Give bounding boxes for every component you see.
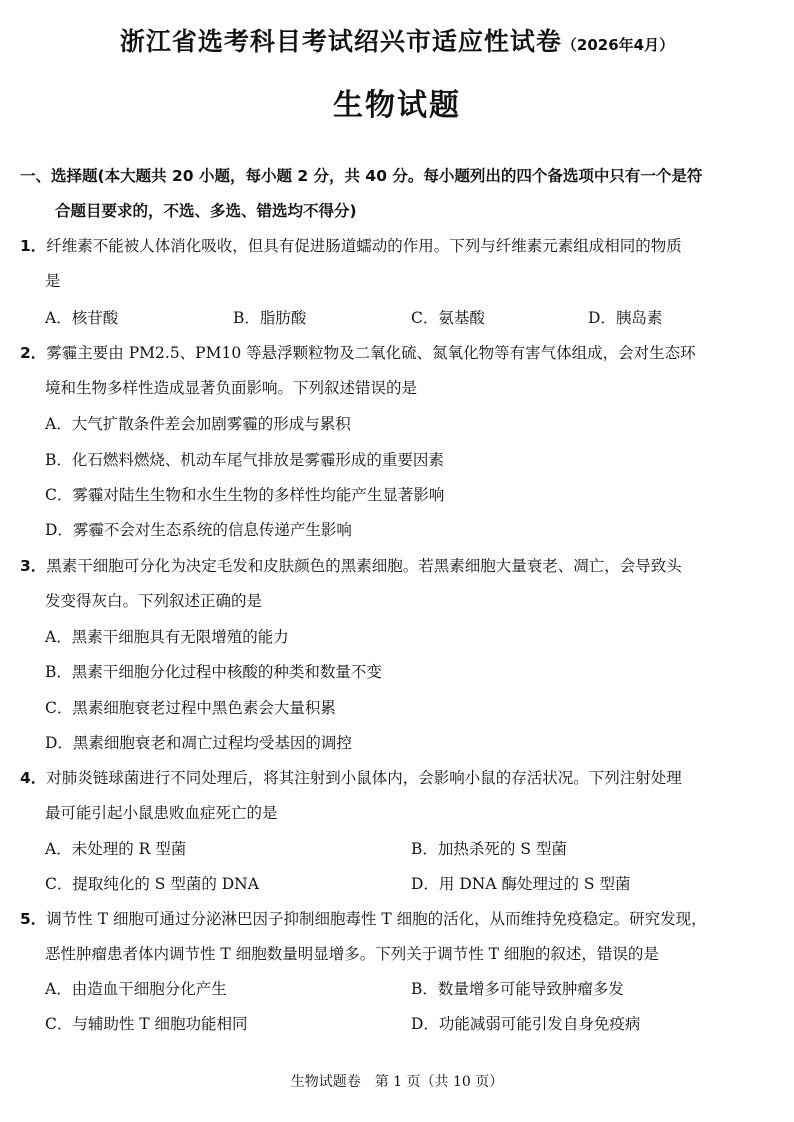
question-2-option-d[interactable]: D．雾霾不会对生态系统的信息传递产生影响 (45, 521, 352, 539)
question-3-stem-line1 (20, 556, 682, 576)
question-1-text: 纤维素不能被人体消化吸收，但具有促进肠道蠕动的作用。下列与纤维素元素组成相同的物质 (46, 237, 682, 255)
question-2-option-c[interactable]: C．雾霾对陆生生物和水生生物的多样性均能产生显著影响 (45, 486, 445, 504)
question-5-number: 5． (20, 910, 47, 928)
question-1-number: 1． (20, 237, 47, 255)
question-1-option-b[interactable]: B．脂肪酸 (233, 309, 307, 327)
question-2-stem-line2: 境和生物多样性造成显著负面影响。下列叙述错误的是 (45, 379, 418, 397)
section-heading-line2: 合题目要求的，不选、多选、错选均不得分) (55, 202, 357, 220)
exam-title-text: 浙江省选考科目考试绍兴市适应性试卷 (119, 27, 562, 56)
question-5-option-c[interactable]: C．与辅助性 T 细胞功能相同 (45, 1015, 248, 1033)
question-1-option-a[interactable]: A．核苷酸 (45, 309, 119, 327)
question-4-stem-line1 (20, 768, 682, 788)
question-5-text: 调节性 T 细胞可通过分泌淋巴因子抑制细胞毒性 T 细胞的活化，从而维持免疫稳定。研究发现， (46, 910, 707, 928)
question-3-option-c[interactable]: C．黑素细胞衰老过程中黑色素会大量积累 (45, 699, 336, 717)
question-1-stem-line2: 是 (45, 272, 61, 290)
question-4-option-a[interactable]: A．未处理的 R 型菌 (45, 840, 187, 858)
question-2-stem-line1 (20, 343, 696, 363)
question-4-option-c[interactable]: C．提取纯化的 S 型菌的 DNA (45, 875, 259, 893)
question-4-number: 4． (20, 769, 47, 787)
question-3-option-d[interactable]: D．黑素细胞衰老和凋亡过程均受基因的调控 (45, 734, 352, 752)
page-footer: 生物试题卷 第 1 页（共 10 页） (290, 1074, 504, 1090)
question-2-option-b[interactable]: B．化石燃料燃烧、机动车尾气排放是雾霾形成的重要因素 (45, 451, 444, 469)
question-3-option-b[interactable]: B．黑素干细胞分化过程中核酸的种类和数量不变 (45, 663, 382, 681)
question-5-option-b[interactable]: B．数量增多可能导致肿瘤多发 (411, 980, 624, 998)
question-2-text: 雾霾主要由 PM2.5、PM10 等悬浮颗粒物及二氧化硫、氮氧化物等有害气体组成，会对生态环 (46, 344, 696, 362)
exam-date: （2026年4月） (561, 36, 675, 54)
question-5-stem-line2: 恶性肿瘤患者体内调节性 T 细胞数量明显增多。下列关于调节性 T 细胞的叙述，错误的是 (45, 945, 659, 963)
question-2-number: 2． (20, 344, 47, 362)
question-1-option-d[interactable]: D．胰岛素 (588, 309, 663, 327)
section-heading-line1: 一、选择题(本大题共 20 小题，每小题 2 分，共 40 分。每小题列出的四个备选项中只有一个是符 (20, 167, 703, 185)
subject-title: 生物试题 (333, 88, 461, 123)
question-3-text: 黑素干细胞可分化为决定毛发和皮肤颜色的黑素细胞。若黑素细胞大量衰老、凋亡，会导致头 (46, 557, 682, 575)
question-4-option-b[interactable]: B．加热杀死的 S 型菌 (411, 840, 567, 858)
question-4-option-d[interactable]: D．用 DNA 酶处理过的 S 型菌 (411, 875, 631, 893)
question-5-option-d[interactable]: D．功能减弱可能引发自身免疫病 (411, 1015, 641, 1033)
question-3-stem-line2: 发变得灰白。下列叙述正确的是 (45, 592, 263, 610)
question-4-text: 对肺炎链球菌进行不同处理后，将其注射到小鼠体内，会影响小鼠的存活状况。下列注射处理 (46, 769, 682, 787)
question-3-option-a[interactable]: A．黑素干细胞具有无限增殖的能力 (45, 628, 289, 646)
question-4-stem-line2: 最可能引起小鼠患败血症死亡的是 (45, 804, 278, 822)
question-1-option-c[interactable]: C．氨基酸 (411, 309, 485, 327)
question-1-stem-line1 (20, 236, 682, 256)
question-3-number: 3． (20, 557, 47, 575)
question-2-option-a[interactable]: A．大气扩散条件差会加剧雾霾的形成与累积 (45, 415, 351, 433)
exam-title (0, 22, 794, 58)
question-5-option-a[interactable]: A．由造血干细胞分化产生 (45, 980, 227, 998)
question-5-stem-line1 (20, 909, 707, 929)
